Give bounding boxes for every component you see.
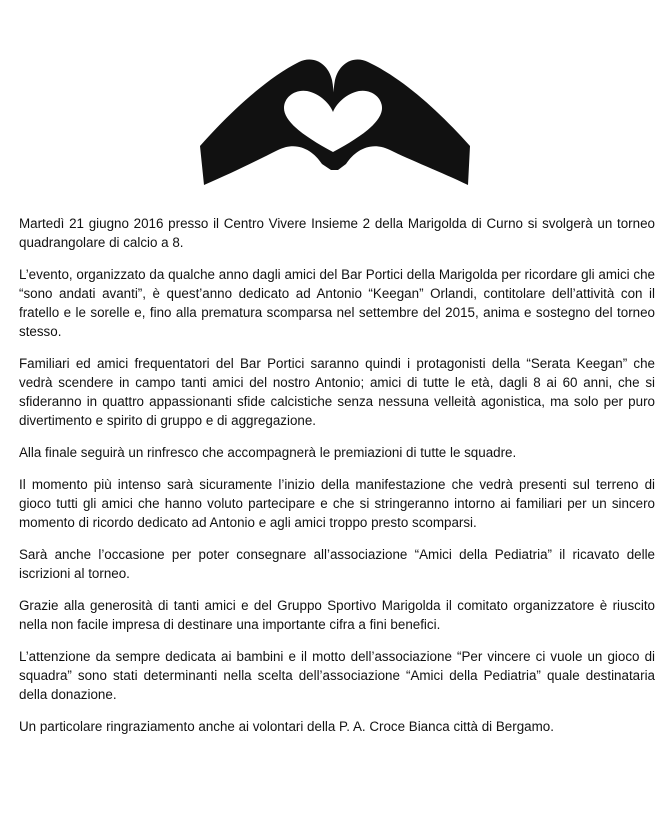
paragraph-2: L’evento, organizzato da qualche anno dagli amici del Bar Portici della Marigolda per ricordare gli amici che “sono andati avanti”, è quest’anno dedicato ad Antonio “Keegan” Orlandi, contitolare dell’attività con il fratello e le sorelle e, fino alla prematura scomparsa nel settembre del 2015, anima e sostegno del torneo stesso. [19, 267, 655, 339]
paragraph-9: Un particolare ringraziamento anche ai volontari della P. A. Croce Bianca città di Bergamo. [19, 719, 554, 734]
heart-hands-icon [196, 50, 476, 190]
paragraph-8: L’attenzione da sempre dedicata ai bambini e il motto dell’associazione “Per vincere ci vuole un gioco di squadra” sono stati determinanti nella scelta dell’associazione “Amici della Pediatria” quale destinataria della donazione. [19, 649, 655, 702]
article-body [19, 214, 655, 749]
paragraph-3: Familiari ed amici frequentatori del Bar Portici saranno quindi i protagonisti della “Serata Keegan” che vedrà scendere in campo tanti amici del nostro Antonio; amici di tutte le età, dagli 8 ai 60 anni, che si sfideranno in quattro appassionanti sfide calcistiche senza nessuna velleità agonistica, ma solo per puro divertimento e spirito di gruppo e di aggregazione. [19, 356, 655, 428]
paragraph-1: Martedì 21 giugno 2016 presso il Centro Vivere Insieme 2 della Marigolda di Curno si svolgerà un torneo quadrangolare di calcio a 8. [19, 216, 655, 250]
paragraph-7: Grazie alla generosità di tanti amici e del Gruppo Sportivo Marigolda il comitato organizzatore è riuscito nella non facile impresa di destinare una importante cifra a fini benefici. [19, 598, 655, 632]
paragraph-5: Il momento più intenso sarà sicuramente l’inizio della manifestazione che vedrà presenti sul terreno di gioco tutti gli amici che hanno voluto partecipare e che si stringeranno intorno ai familiari per un sincero momento di ricordo dedicato ad Antonio e agli amici troppo presto scomparsi. [19, 477, 655, 530]
paragraph-6: Sarà anche l’occasione per poter consegnare all’associazione “Amici della Pediatria” il ricavato delle iscrizioni al torneo. [19, 547, 655, 581]
paragraph-4: Alla finale seguirà un rinfresco che accompagnerà le premiazioni di tutte le squadre. [19, 445, 517, 460]
